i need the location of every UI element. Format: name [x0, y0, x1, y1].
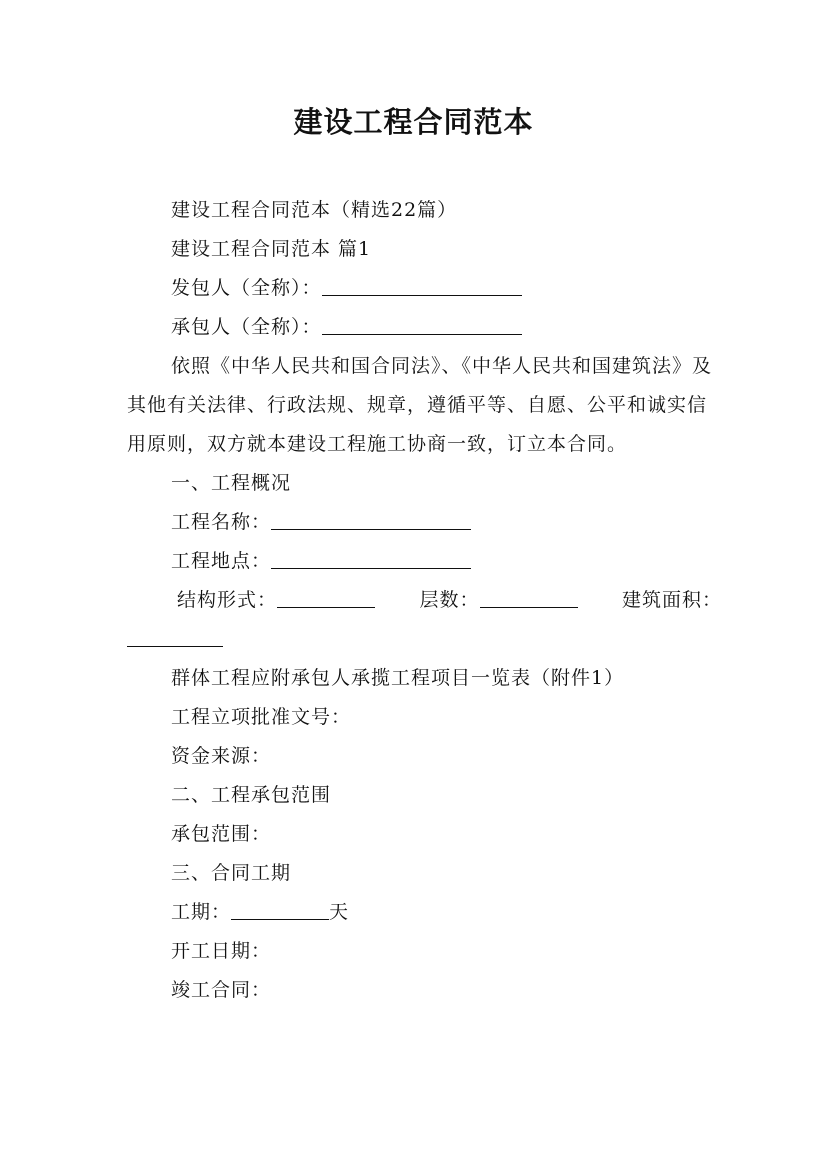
project-name-blank — [271, 509, 471, 530]
group-project-note: 群体工程应附承包人承揽工程项目一览表（附件1） — [171, 667, 625, 689]
employer-blank — [322, 275, 522, 296]
project-location-line — [127, 542, 722, 581]
project-name-line — [127, 503, 722, 542]
start-date-line: 开工日期： — [171, 940, 272, 962]
piece-heading: 建设工程合同范本 篇1 — [171, 238, 372, 260]
employer-line — [127, 269, 722, 308]
floors-blank — [480, 587, 578, 608]
intro-line: 建设工程合同范本（精选22篇） — [171, 199, 458, 221]
floors-label: 层数： — [419, 589, 480, 611]
contractor-line — [127, 308, 722, 347]
contractor-blank — [322, 314, 522, 335]
document-body — [127, 191, 722, 1010]
approval-no-line: 工程立项批准文号： — [171, 706, 352, 728]
area-blank — [127, 626, 223, 647]
duration-label: 工期： — [171, 901, 232, 923]
section2-heading: 二、工程承包范围 — [171, 784, 332, 806]
section3-heading: 三、合同工期 — [171, 862, 292, 884]
employer-label: 发包人（全称）： — [171, 277, 322, 299]
project-location-label: 工程地点： — [171, 550, 272, 572]
duration-unit: 天 — [329, 901, 350, 923]
floors-group — [419, 581, 577, 620]
area-label: 建筑面积： — [621, 589, 722, 611]
completion-line: 竣工合同： — [171, 979, 272, 1001]
section1-heading: 一、工程概况 — [171, 472, 292, 494]
area-blank-line — [127, 620, 722, 659]
structure-line — [127, 581, 722, 620]
duration-line — [127, 893, 722, 932]
contractor-label: 承包人（全称）： — [171, 316, 322, 338]
structure-blank — [277, 587, 375, 608]
project-name-label: 工程名称： — [171, 511, 272, 533]
page-title: 建设工程合同范本 — [293, 105, 534, 139]
scope-line: 承包范围： — [171, 823, 272, 845]
fund-source-line: 资金来源： — [171, 745, 272, 767]
preamble-paragraph: 依照《中华人民共和国合同法》、《中华人民共和国建筑法》及其他有关法律、行政法规、规章，遵循平等、自愿、公平和诚实信用原则，双方就本建设工程施工协商一致，订立本合同。 — [127, 355, 713, 455]
duration-blank — [231, 899, 329, 920]
project-location-blank — [271, 548, 471, 569]
structure-label: 结构形式： — [177, 589, 278, 611]
structure-group — [177, 581, 375, 620]
